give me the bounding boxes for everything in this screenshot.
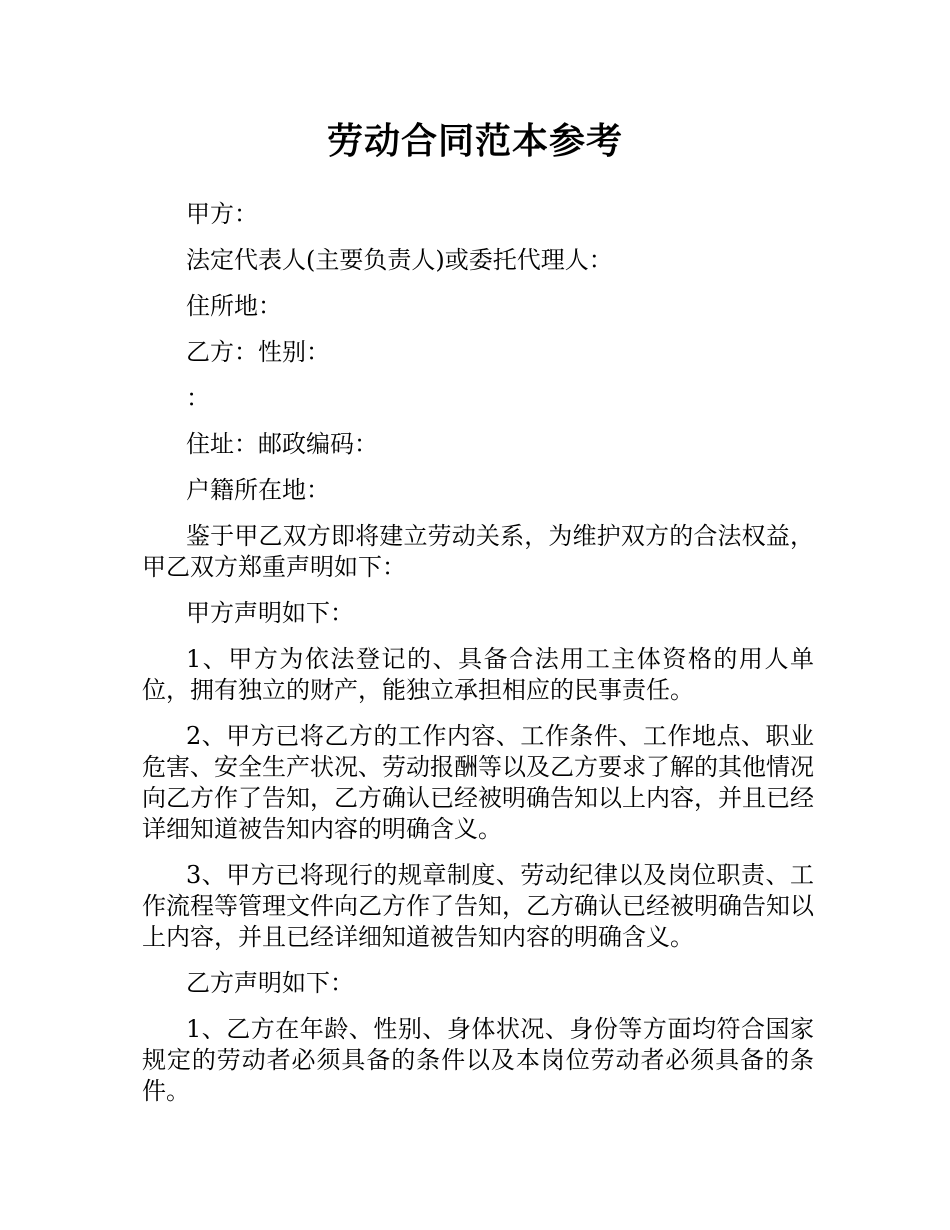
party-b-gender-line: 乙方：性别： (186, 338, 330, 366)
address-postcode-line: 住址：邮政编码： (186, 430, 378, 458)
party-a-clause-3: 3、甲方已将现行的规章制度、劳动纪律以及岗位职责、工作流程等管理文件向乙方作了告知，乙方确认已经被明确告知以上内容，并且已经详细知道被告知内容的明确含义。 (142, 861, 814, 951)
legal-representative-line: 法定代表人(主要负责人)或委托代理人： (186, 246, 613, 274)
residence-line: 住所地： (186, 292, 282, 320)
document-title: 劳动合同范本参考 (326, 121, 623, 162)
party-a-line: 甲方： (186, 200, 258, 228)
party-a-declaration-heading: 甲方声明如下： (186, 599, 354, 627)
party-b-declaration-heading: 乙方声明如下： (186, 969, 354, 997)
party-a-clause-1: 1、甲方为依法登记的、具备合法用工主体资格的用人单位，拥有独立的财产，能独立承担相应的民事责任。 (142, 645, 814, 704)
party-b-clause-1: 1、乙方在年龄、性别、身体状况、身份等方面均符合国家规定的劳动者必须具备的条件以及本岗位劳动者必须具备的条件。 (142, 1015, 814, 1105)
household-registration-line: 户籍所在地： (186, 476, 330, 504)
party-a-clause-2: 2、甲方已将乙方的工作内容、工作条件、工作地点、职业危害、安全生产状况、劳动报酬等以及乙方要求了解的其他情况向乙方作了告知，乙方确认已经被明确告知以上内容，并且已经详细知道被告知内容的明确含义。 (142, 722, 814, 843)
preamble-paragraph: 鉴于甲乙双方即将建立劳动关系，为维护双方的合法权益，甲乙双方郑重声明如下： (142, 522, 814, 581)
blank-field-line: ： (186, 384, 210, 412)
document-body (142, 199, 814, 1122)
